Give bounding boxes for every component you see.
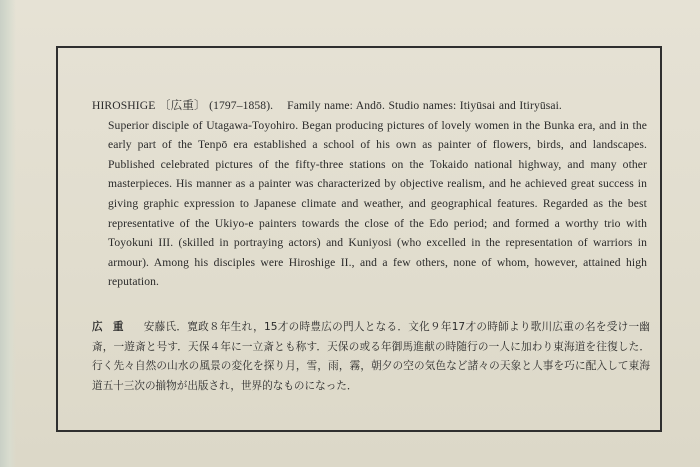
artist-name-kanji: 〔広重〕 <box>158 99 206 112</box>
binding-edge <box>0 0 16 467</box>
artist-dates: (1797–1858). <box>209 99 274 112</box>
artist-name: HIROSHIGE <box>92 99 156 112</box>
english-biography: Superior disciple of Utagawa-Toyohiro. Began producing pictures of lovely women in the Bunka era, and in the early part of the Tenpō era established a school of his own as painter of flowers, birds, and landscapes. Published celebrated pictures of the fifty-three stations on the Tokaido national highway, and many other masterpieces. His manner as a painter was characterized by objective realism, and he achieved great success in giving graphic expression to Japanese climate and weather, and geographical features. Regarded as the best representative of the Ukiyo-e painters towards the close of the Edo period; and formed a worthy trio with Toyokuni III. (skilled in portraying actors) and Kuniyosi (who excelled in the representation of warriors in armour). Among his disciples were Hiroshige II., and a few others, none of whom, however, attained high reputation. <box>108 118 647 289</box>
entry-first-line <box>92 96 647 116</box>
english-entry <box>92 96 647 292</box>
japanese-artist-name: 広重 <box>92 321 134 333</box>
japanese-biography: 安藤氏．寛政８年生れ，15才の時豊広の門人となる．文化９年17才の時師より歌川広重の名を受け一幽斎，一遊斎と号す．天保４年に一立斎とも称す．天保の或る年御馬進献の時随行の一人に加わり東海道を往復した．行く先々自然の山水の風景の変化を探り月，雪，雨，霧，朝夕の空の気色など諸々の天象と人事を巧に配入して東海道五十三次の揃物が出版され，世界的なものになった． <box>92 321 651 392</box>
japanese-entry <box>92 318 650 396</box>
entry-frame <box>56 46 662 432</box>
family-and-studio-names: Family name: Andō. Studio names: Itiyūsai and Itiryūsai. <box>287 99 562 112</box>
